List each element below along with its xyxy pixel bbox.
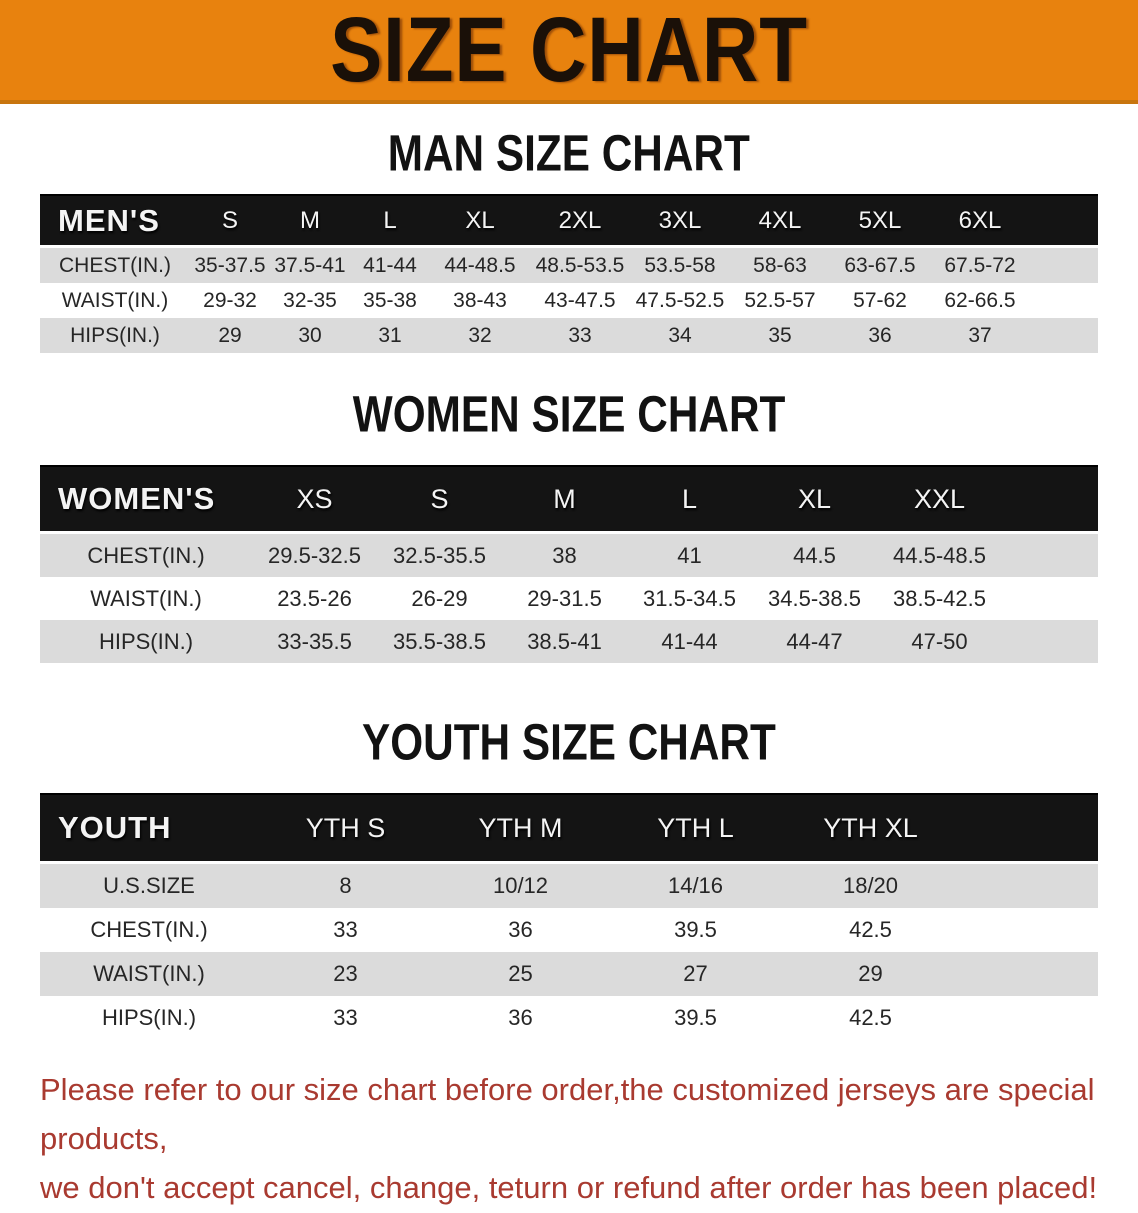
mens-col-header: 2XL — [530, 195, 630, 247]
spacer-cell — [1002, 466, 1098, 533]
table-row — [40, 318, 1098, 353]
spacer-cell — [1030, 283, 1098, 318]
womens-table-header-row — [40, 466, 1098, 533]
size-value-cell: 32.5-35.5 — [393, 542, 486, 568]
youth-col-header: YTH L — [608, 794, 783, 863]
womens-col-header: XS — [252, 466, 377, 533]
row-label: WAIST(IN.) — [90, 585, 202, 611]
mens-table-header-label: MEN'S — [40, 195, 190, 247]
size-value-cell: 35 — [768, 323, 792, 347]
size-value-cell: 32 — [468, 323, 492, 347]
row-label: CHEST(IN.) — [59, 253, 171, 277]
size-value-cell: 47-50 — [911, 628, 968, 654]
table-row — [40, 533, 1098, 578]
table-row — [40, 247, 1098, 284]
size-value-cell: 26-29 — [411, 585, 468, 611]
size-value-cell: 43-47.5 — [544, 288, 616, 312]
women-size-chart-title — [0, 385, 1138, 443]
size-value-cell: 29-31.5 — [527, 585, 602, 611]
womens-col-header: S — [377, 466, 502, 533]
womens-col-header: M — [502, 466, 627, 533]
size-value-cell: 38.5-42.5 — [893, 585, 986, 611]
spacer-cell — [1030, 247, 1098, 284]
youth-col-header: YTH S — [258, 794, 433, 863]
womens-size-table — [40, 465, 1098, 663]
size-value-cell: 67.5-72 — [944, 253, 1016, 277]
spacer-cell — [1002, 533, 1098, 578]
mens-col-header: M — [270, 195, 350, 247]
youth-size-table — [40, 793, 1098, 1040]
row-label: WAIST(IN.) — [61, 288, 169, 312]
row-label: CHEST(IN.) — [90, 917, 208, 942]
size-value-cell: 44-48.5 — [444, 253, 516, 277]
size-value-cell: 44.5 — [793, 542, 836, 568]
women-size-chart-title-text: WOMEN SIZE CHART — [352, 385, 786, 443]
size-value-cell: 42.5 — [849, 1005, 892, 1030]
size-value-cell: 37 — [968, 323, 992, 347]
disclaimer-text — [40, 1066, 1138, 1213]
size-value-cell: 27 — [683, 961, 708, 986]
spacer-cell — [1030, 318, 1098, 353]
mens-size-table — [40, 194, 1098, 353]
spacer-cell — [958, 908, 1098, 952]
size-value-cell: 31 — [378, 323, 402, 347]
size-value-cell: 63-67.5 — [844, 253, 916, 277]
size-value-cell: 62-66.5 — [944, 288, 1016, 312]
size-value-cell: 52.5-57 — [744, 288, 816, 312]
size-value-cell: 41-44 — [363, 253, 417, 277]
mens-col-header: L — [350, 195, 430, 247]
mens-col-header: 4XL — [730, 195, 830, 247]
disclaimer-line-2: we don't accept cancel, change, teturn or refund after order has been placed! — [40, 1169, 1098, 1205]
size-chart-banner-title: SIZE CHART — [330, 0, 808, 101]
size-value-cell: 33-35.5 — [277, 628, 352, 654]
size-value-cell: 42.5 — [849, 917, 892, 942]
size-value-cell: 25 — [508, 961, 533, 986]
size-value-cell: 32-35 — [283, 288, 337, 312]
size-value-cell: 41-44 — [661, 628, 718, 654]
size-value-cell: 33 — [333, 917, 358, 942]
size-value-cell: 35.5-38.5 — [393, 628, 486, 654]
size-value-cell: 30 — [298, 323, 322, 347]
size-value-cell: 35-38 — [363, 288, 417, 312]
size-value-cell: 38-43 — [453, 288, 507, 312]
table-row — [40, 283, 1098, 318]
youth-col-header: YTH M — [433, 794, 608, 863]
size-value-cell: 57-62 — [853, 288, 907, 312]
row-label: U.S.SIZE — [103, 873, 195, 898]
womens-col-header: L — [627, 466, 752, 533]
row-label: HIPS(IN.) — [70, 323, 160, 347]
size-value-cell: 29.5-32.5 — [268, 542, 361, 568]
size-value-cell: 39.5 — [674, 917, 717, 942]
size-value-cell: 37.5-41 — [274, 253, 346, 277]
size-value-cell: 29 — [218, 323, 242, 347]
size-value-cell: 29 — [858, 961, 883, 986]
man-size-chart-title-text: MAN SIZE CHART — [387, 124, 751, 182]
table-row — [40, 620, 1098, 663]
womens-table-header-label: WOMEN'S — [40, 466, 252, 533]
table-row — [40, 577, 1098, 620]
size-value-cell: 36 — [868, 323, 892, 347]
size-value-cell: 41 — [677, 542, 702, 568]
womens-col-header: XL — [752, 466, 877, 533]
size-value-cell: 39.5 — [674, 1005, 717, 1030]
size-value-cell: 36 — [508, 917, 533, 942]
size-value-cell: 47.5-52.5 — [635, 288, 725, 312]
size-value-cell: 23.5-26 — [277, 585, 352, 611]
size-value-cell: 34 — [668, 323, 692, 347]
youth-size-chart-title-text: YOUTH SIZE CHART — [362, 713, 776, 771]
youth-size-chart-title — [0, 713, 1138, 771]
size-value-cell: 36 — [508, 1005, 533, 1030]
mens-col-header: S — [190, 195, 270, 247]
spacer-cell — [958, 863, 1098, 909]
size-value-cell: 8 — [339, 873, 352, 898]
man-size-chart-title — [0, 124, 1138, 182]
row-label: WAIST(IN.) — [93, 961, 205, 986]
youth-table-header-label: YOUTH — [40, 794, 258, 863]
mens-col-header: 5XL — [830, 195, 930, 247]
spacer-cell — [1030, 195, 1098, 247]
mens-col-header: 6XL — [930, 195, 1030, 247]
size-value-cell: 34.5-38.5 — [768, 585, 861, 611]
mens-col-header: 3XL — [630, 195, 730, 247]
size-value-cell: 23 — [333, 961, 358, 986]
size-chart-banner — [0, 0, 1138, 104]
size-value-cell: 44.5-48.5 — [893, 542, 986, 568]
size-value-cell: 14/16 — [667, 873, 724, 898]
mens-col-header: XL — [430, 195, 530, 247]
table-row — [40, 908, 1098, 952]
table-row — [40, 996, 1098, 1040]
table-row — [40, 952, 1098, 996]
youth-table-header-row — [40, 794, 1098, 863]
youth-col-header: YTH XL — [783, 794, 958, 863]
size-value-cell: 33 — [333, 1005, 358, 1030]
row-label: CHEST(IN.) — [87, 542, 205, 568]
row-label: HIPS(IN.) — [98, 628, 194, 654]
spacer-cell — [958, 794, 1098, 863]
size-value-cell: 33 — [568, 323, 592, 347]
size-value-cell: 48.5-53.5 — [535, 253, 625, 277]
spacer-cell — [958, 996, 1098, 1040]
size-value-cell: 31.5-34.5 — [643, 585, 736, 611]
size-value-cell: 58-63 — [753, 253, 807, 277]
spacer-cell — [1002, 577, 1098, 620]
spacer-cell — [958, 952, 1098, 996]
womens-col-header: XXL — [877, 466, 1002, 533]
row-label: HIPS(IN.) — [101, 1005, 197, 1030]
mens-table-header-row — [40, 195, 1098, 247]
spacer-cell — [1002, 620, 1098, 663]
table-row — [40, 863, 1098, 909]
size-value-cell: 29-32 — [203, 288, 257, 312]
size-value-cell: 35-37.5 — [194, 253, 266, 277]
size-value-cell: 10/12 — [492, 873, 549, 898]
disclaimer-line-1: Please refer to our size chart before order,the customized jerseys are special products, — [40, 1072, 1095, 1156]
size-value-cell: 18/20 — [842, 873, 899, 898]
size-value-cell: 44-47 — [786, 628, 843, 654]
size-value-cell: 38.5-41 — [527, 628, 602, 654]
size-value-cell: 53.5-58 — [644, 253, 716, 277]
size-value-cell: 38 — [552, 542, 577, 568]
